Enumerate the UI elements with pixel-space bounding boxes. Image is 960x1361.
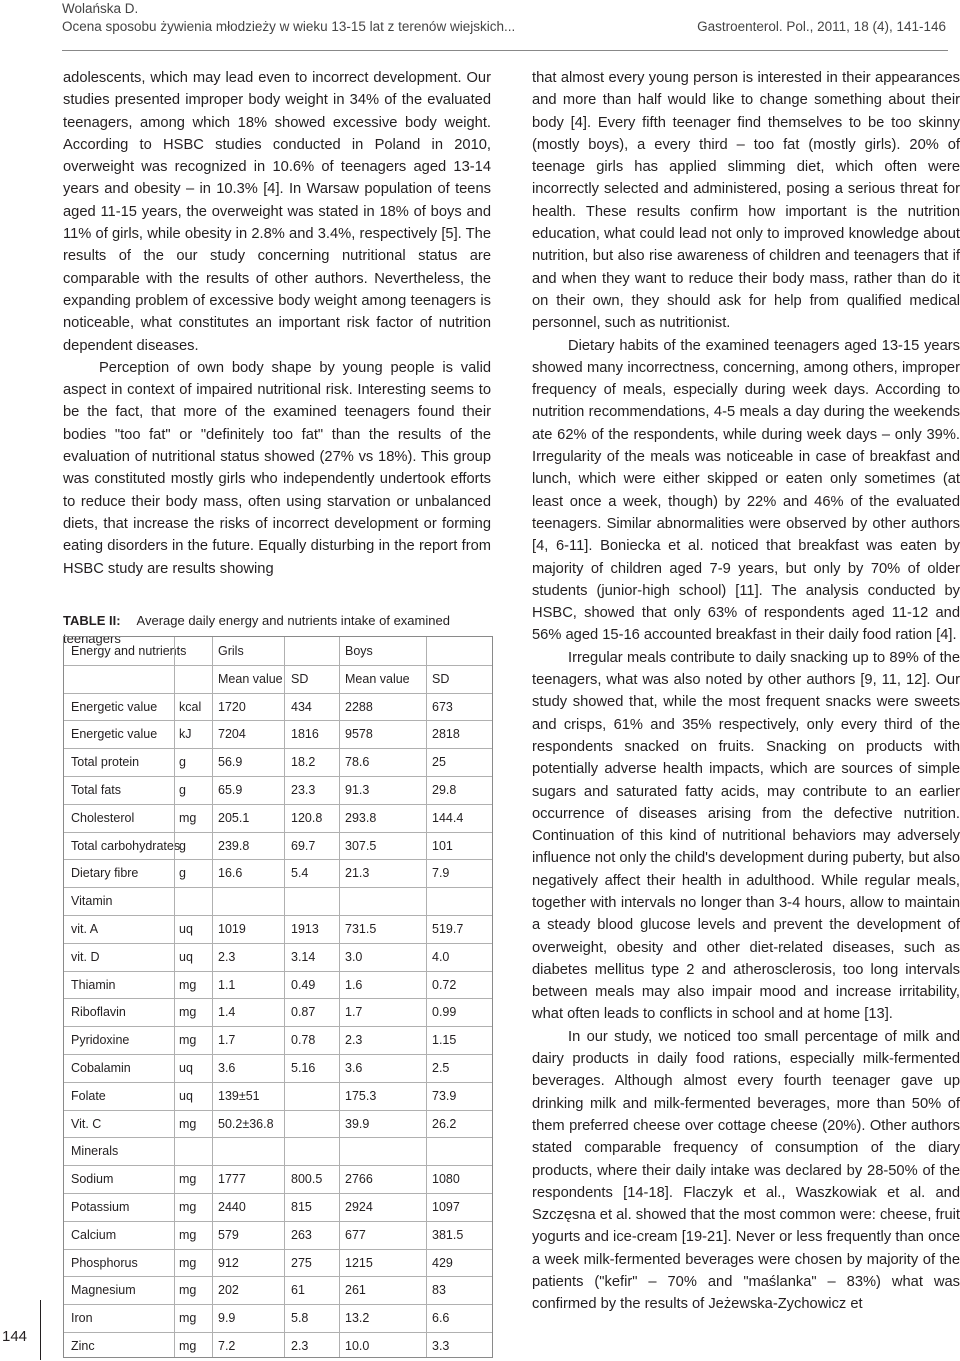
table-cell: Calcium <box>71 1227 117 1242</box>
table-cell: mg <box>179 1033 197 1048</box>
table-cell: 579 <box>218 1227 239 1242</box>
table-cell: 13.2 <box>345 1311 370 1326</box>
table-cell: uq <box>179 1088 193 1103</box>
left-paragraph: adolescents, which may lead even to incorrect development. Our studies presented improper body weight in 34% of the evaluated teenagers, among which 18% showed excessive body weight. According to HSBC studies conducted in Poland in 2010, overweight was recognized in 10.6% of teenagers aged 13-14 years and obesity – in 10.3% [4]. In Warsaw population of teens aged 11-15 years, the overweight was stated in 18% of boys and 11% of girls, while obesity in 2.8% and 3.4%, respectively [5]. The results of the our study concerning nutritional status are comparable with the results of other authors. Nevertheless, the expanding problem of excessive body weight among teenagers is noticeable, what constitutes an important risk factor of nutrition dependent diseases. <box>63 70 491 354</box>
table-cell: 0.72 <box>432 977 457 992</box>
header-journal: Gastroenterol. Pol., 2011, 18 (4), 141-146 <box>697 19 946 34</box>
table-cell: mg <box>179 1005 197 1020</box>
running-header-left <box>62 0 515 36</box>
table-rule <box>64 693 492 694</box>
table-rule <box>64 943 492 944</box>
table-cell: 91.3 <box>345 783 370 797</box>
table-cell: 2.5 <box>432 1061 450 1075</box>
nutrients-table <box>63 636 493 1358</box>
table-cell: Potassium <box>71 1200 130 1214</box>
table-cell: 3.0 <box>345 949 363 964</box>
table-cell: 1.1 <box>218 977 236 992</box>
table-cell: 23.3 <box>291 783 316 797</box>
table-cell: mg <box>179 1255 197 1270</box>
table-cell: 677 <box>345 1227 366 1242</box>
table-cell: 0.49 <box>291 977 316 992</box>
table-cell: 263 <box>291 1227 312 1242</box>
table-cell: 429 <box>432 1255 453 1270</box>
table-row <box>64 1166 492 1194</box>
table-row <box>64 1277 492 1305</box>
table-cell: 0.78 <box>291 1033 316 1048</box>
table-cell: 2288 <box>345 699 373 714</box>
table-rule <box>64 1221 492 1222</box>
table-cell: 307.5 <box>345 838 377 853</box>
table-caption-text: Average daily energy and nutrients intake of examined teenagers <box>63 613 450 646</box>
table-rule <box>64 665 492 666</box>
table-cell: 1720 <box>218 699 246 714</box>
table-rule <box>64 859 492 860</box>
table-cell: Zinc <box>71 1339 95 1353</box>
table-column-rule <box>174 637 175 1357</box>
table-cell: kJ <box>179 727 192 742</box>
table-column-rule <box>212 637 213 1357</box>
table-cell: Energy and nutrients <box>71 644 187 658</box>
table-rule <box>64 832 492 833</box>
table-cell: Phosphorus <box>71 1255 138 1270</box>
table-column-rule <box>426 637 427 1357</box>
table-cell: 261 <box>345 1283 366 1298</box>
table-cell: 5.4 <box>291 866 309 881</box>
table-cell: 144.4 <box>432 810 464 825</box>
table-cell: 3.6 <box>345 1061 363 1075</box>
table-cell: 7.2 <box>218 1339 236 1353</box>
table-row <box>64 1305 492 1333</box>
table-row <box>64 1250 492 1278</box>
table-cell: 381.5 <box>432 1227 464 1242</box>
left-paragraph: Perception of own body shape by young people is valid aspect in context of impaired nutritional risk. Interesting seems to be the fact, that more of the examined teenagers found their bodies "too fat" or "definitely too fat" than the results of the evaluation of nutritional status showed (27% vs 18%). This group was constituted mostly girls who independently undertook efforts to reduce their body mass, often using starvation or unbalanced diets, that increase the risks of incorrect development or forming eating disorders in the future. Equally disturbing in the report from HSBC study are results showing <box>63 359 491 577</box>
table-cell: vit. A <box>71 922 99 936</box>
table-cell: 101 <box>432 838 453 853</box>
table-row <box>64 1138 492 1166</box>
table-cell: 9578 <box>345 727 373 742</box>
table-cell: Grils <box>218 644 244 658</box>
left-column <box>63 67 491 580</box>
table-cell: Sodium <box>71 1172 114 1187</box>
table-cell: 1777 <box>218 1172 246 1187</box>
table-row <box>64 805 492 833</box>
table-cell: 4.0 <box>432 949 450 964</box>
table-rule <box>64 915 492 916</box>
table-rule <box>64 1165 492 1166</box>
table-cell: Vit. C <box>71 1116 102 1131</box>
table-cell: 69.7 <box>291 838 316 853</box>
page-number: 144 <box>2 1328 28 1345</box>
table-cell: 202 <box>218 1283 239 1298</box>
table-cell: mg <box>179 1339 197 1353</box>
table-cell: 26.2 <box>432 1116 457 1131</box>
table-cell: 3.14 <box>291 949 316 964</box>
table-cell: 1019 <box>218 922 246 936</box>
table-cell: Total carbohydrates <box>71 838 181 853</box>
table-cell: 139±51 <box>218 1088 260 1103</box>
table-cell: Magnesium <box>71 1283 136 1298</box>
table-rule <box>64 1193 492 1194</box>
table-cell: Dietary fibre <box>71 866 139 881</box>
table-cell: 50.2±36.8 <box>218 1116 274 1131</box>
table-cell: 0.87 <box>291 1005 316 1020</box>
table-cell: 39.9 <box>345 1116 370 1131</box>
table-cell: Pyridoxine <box>71 1033 130 1048</box>
table-cell: 2.3 <box>291 1339 309 1353</box>
table-cell: Cobalamin <box>71 1061 131 1075</box>
table-cell: kcal <box>179 699 202 714</box>
table-cell: 1.4 <box>218 1005 236 1020</box>
table-row <box>64 833 492 861</box>
table-cell: 1.7 <box>218 1033 236 1048</box>
table-cell: vit. D <box>71 949 100 964</box>
table-row <box>64 1083 492 1111</box>
table-cell: Total protein <box>71 755 140 770</box>
table-cell: mg <box>179 1116 197 1131</box>
table-cell: 56.9 <box>218 755 243 770</box>
table-cell: 1816 <box>291 727 319 742</box>
table-cell: 239.8 <box>218 838 250 853</box>
table-cell: 175.3 <box>345 1088 377 1103</box>
right-paragraph: Irregular meals contribute to daily snacking up to 89% of the teenagers, what was also noted by other authors [9, 11, 12]. Our study showed that, while the most frequent snacks were sweets and crisps, 61% and 35% respectively, only every third of the respondents snacked on fruits. Snacking on products with potentially adverse health impacts, which are sources of simple sugars and saturated fatty acids, may contribute to an earlier occurrence of diseases arising from the defective nutrition. Continuation of this kind of nutritional behaviors may adversely influence not only the child's development during puberty, but also negatively affect their health in adulthood. While regular meals, together with intervals no longer than 3-4 hours, allow to maintain a steady blood glucose levels and prevent the development of overweight, obesity and other diet-related diseases, such as diabetes mellitus type 2 and atherosclerosis, too long intervals between meals may also impair mood and increase irritability, what often leads to conflicts in school and at home [13]. <box>532 649 960 1023</box>
table-cell: 1.7 <box>345 1005 363 1020</box>
table-cell: Boys <box>345 644 373 658</box>
table-row <box>64 944 492 972</box>
table-cell: 6.6 <box>432 1311 450 1326</box>
table-rule <box>64 804 492 805</box>
table-row <box>64 749 492 777</box>
table-rule <box>64 1276 492 1277</box>
table-row <box>64 1333 492 1361</box>
table-row <box>64 860 492 888</box>
table-cell: 275 <box>291 1255 312 1270</box>
table-row <box>64 721 492 749</box>
table-cell: 912 <box>218 1255 239 1270</box>
table-row <box>64 999 492 1027</box>
table-cell: 83 <box>432 1283 446 1298</box>
table-row <box>64 888 492 916</box>
table-cell: g <box>179 783 186 797</box>
table-column-rule <box>284 637 285 1357</box>
table-header-row <box>64 666 492 694</box>
table-row <box>64 777 492 805</box>
table-cell: SD <box>291 671 309 686</box>
table-cell: 16.6 <box>218 866 243 881</box>
table-cell: 120.8 <box>291 810 323 825</box>
table-row <box>64 1055 492 1083</box>
table-rule <box>64 720 492 721</box>
table-rule <box>64 1082 492 1083</box>
table-cell: 29.8 <box>432 783 457 797</box>
table-cell: 7204 <box>218 727 246 742</box>
header-author: Wolańska D. <box>62 1 139 16</box>
table-row <box>64 1111 492 1139</box>
table-rule <box>64 971 492 972</box>
table-cell: 5.8 <box>291 1311 309 1326</box>
table-cell: mg <box>179 1311 197 1326</box>
table-cell: 7.9 <box>432 866 450 881</box>
table-cell: Folate <box>71 1088 106 1103</box>
table-cell: Mean value <box>345 671 410 686</box>
header-title: Ocena sposobu żywienia młodzieży w wieku 13-15 lat z terenów wiejskich... <box>62 19 516 34</box>
table-cell: Total fats <box>71 783 122 797</box>
table-cell: 0.99 <box>432 1005 457 1020</box>
table-cell: mg <box>179 1172 197 1187</box>
table-rule <box>64 1304 492 1305</box>
table-cell: 65.9 <box>218 783 243 797</box>
right-paragraph: that almost every young person is interested in their appearances and more than half would like to change something about their body [4]. Every fifth teenager find themselves to be too skinny (mostly boys), a every third – too fat (mostly girls). 20% of teenage girls has applied slimming diet, which often were incorrectly selected and administered, posing a serious threat for health. These results confirm how important is the nutrition education, what could lead not only to improved knowledge about nutrition, but also rise awareness of children and teenagers that if and when they want to reduce their body mass, rather than do it on their own, they should ask for help from qualified medical personnel, such as nutritionist. <box>532 70 960 332</box>
table-cell: g <box>179 838 186 853</box>
table-cell: 61 <box>291 1283 305 1298</box>
table-rule <box>64 887 492 888</box>
right-paragraph: In our study, we noticed too small percentage of milk and dairy products in daily food rations, especially milk-fermented beverages. Although almost every fourth teenager gave up drinking milk and milk-fermented beverages, more than 50% of them preferred cheese over cottage cheese (20%). Other authors stated comparable frequency of consumption of the diary products, where their daily intake was declared by 28-50% of the respondents [14-18]. Flaczyk et al., Waszkowiak et al. and Szczęsna et al. showed that the most common were: cheese, fruit yogurts and ice-cream [19-21]. Never or less frequently than once a week milk-fermented beverages were chosen by majority of the patients ("kefir" – 70% and "maślanka" – 83%) what was confirmed by the results of Jeżewska-Zychowicz et <box>532 1028 960 1313</box>
table-cell: 1215 <box>345 1255 373 1270</box>
table-cell: 78.6 <box>345 755 370 770</box>
table-cell: Mean value <box>218 671 283 686</box>
table-cell: 205.1 <box>218 810 250 825</box>
table-header-row <box>64 638 492 666</box>
table-cell: uq <box>179 1061 193 1075</box>
right-paragraph: Dietary habits of the examined teenagers aged 13-15 years showed many incorrectness, concerning, among others, improper frequency of meals, especially during week days. According to nutrition recommendations, 4-5 meals a day during the weekends ate 62% of the respondents, while during week days – only 39%. Irregularity of the meals was noticeable in case of breakfast and lunch, which were either skipped or eaten only sometimes (at least once a week, though) by 22% and 46% of the evaluated teenagers. Similar abnormalities were observed by other authors [4, 6-11]. Boniecka et al. noticed that breakfast was eaten by majority of children aged 7-9 years, but only by 70% of older students (junior-high school) [11]. The analysis conducted by HSBC, showed that only 63% of respondents aged 11-12 and 56% aged 15-16 accounted breakfast in their daily food ration [4]. <box>532 337 960 644</box>
table-row <box>64 972 492 1000</box>
table-cell: 73.9 <box>432 1088 457 1103</box>
table-cell: 1913 <box>291 922 319 936</box>
table-cell: g <box>179 755 186 770</box>
right-column <box>532 67 960 1316</box>
table-column-rule <box>339 637 340 1357</box>
table-cell: Riboflavin <box>71 1005 126 1020</box>
table-cell: 673 <box>432 699 453 714</box>
table-cell: 10.0 <box>345 1339 370 1353</box>
table-cell: mg <box>179 810 197 825</box>
table-cell: Iron <box>71 1311 93 1326</box>
table-cell: Minerals <box>71 1144 119 1159</box>
table-rule <box>64 1110 492 1111</box>
page-number-rule <box>40 1300 41 1360</box>
table-cell: 815 <box>291 1200 312 1214</box>
table-cell: 800.5 <box>291 1172 323 1187</box>
table-cell: 293.8 <box>345 810 377 825</box>
table-cell: 2924 <box>345 1200 373 1214</box>
table-cell: Vitamin <box>71 894 113 909</box>
table-cell: 519.7 <box>432 922 464 936</box>
table-label: TABLE II: <box>63 613 121 628</box>
table-cell: Energetic value <box>71 727 158 742</box>
table-rule <box>64 776 492 777</box>
header-divider <box>62 50 948 51</box>
table-cell: uq <box>179 949 193 964</box>
table-cell: Energetic value <box>71 699 158 714</box>
table-cell: mg <box>179 977 197 992</box>
table-cell: Thiamin <box>71 977 116 992</box>
table-row <box>64 1222 492 1250</box>
table-cell: 25 <box>432 755 446 770</box>
table-cell: 3.3 <box>432 1339 450 1353</box>
table-row <box>64 1194 492 1222</box>
table-cell: mg <box>179 1227 197 1242</box>
table-row <box>64 694 492 722</box>
table-cell: 2766 <box>345 1172 373 1187</box>
table-cell: 2818 <box>432 727 460 742</box>
table-rule <box>64 998 492 999</box>
table-cell: 2440 <box>218 1200 246 1214</box>
table-rule <box>64 1249 492 1250</box>
table-cell: 2.3 <box>218 949 236 964</box>
table-cell: 21.3 <box>345 866 370 881</box>
table-cell: 1080 <box>432 1172 460 1187</box>
table-cell: 2.3 <box>345 1033 363 1048</box>
table-cell: Cholesterol <box>71 810 135 825</box>
table-cell: g <box>179 866 186 881</box>
table-cell: 1097 <box>432 1200 460 1214</box>
table-cell: 1.15 <box>432 1033 457 1048</box>
table-cell: 1.6 <box>345 977 363 992</box>
table-cell: 9.9 <box>218 1311 236 1326</box>
table-cell: mg <box>179 1200 197 1214</box>
table-rule <box>64 1054 492 1055</box>
table-row <box>64 1027 492 1055</box>
table-cell: 434 <box>291 699 312 714</box>
table-rule <box>64 1332 492 1333</box>
table-cell: 731.5 <box>345 922 377 936</box>
table-rule <box>64 748 492 749</box>
table-cell: 3.6 <box>218 1061 236 1075</box>
table-cell: mg <box>179 1283 197 1298</box>
table-row <box>64 916 492 944</box>
table-cell: 5.16 <box>291 1061 316 1075</box>
table-rule <box>64 1137 492 1138</box>
table-cell: SD <box>432 671 450 686</box>
table-cell: 18.2 <box>291 755 316 770</box>
table-cell: uq <box>179 922 193 936</box>
table-rule <box>64 1026 492 1027</box>
